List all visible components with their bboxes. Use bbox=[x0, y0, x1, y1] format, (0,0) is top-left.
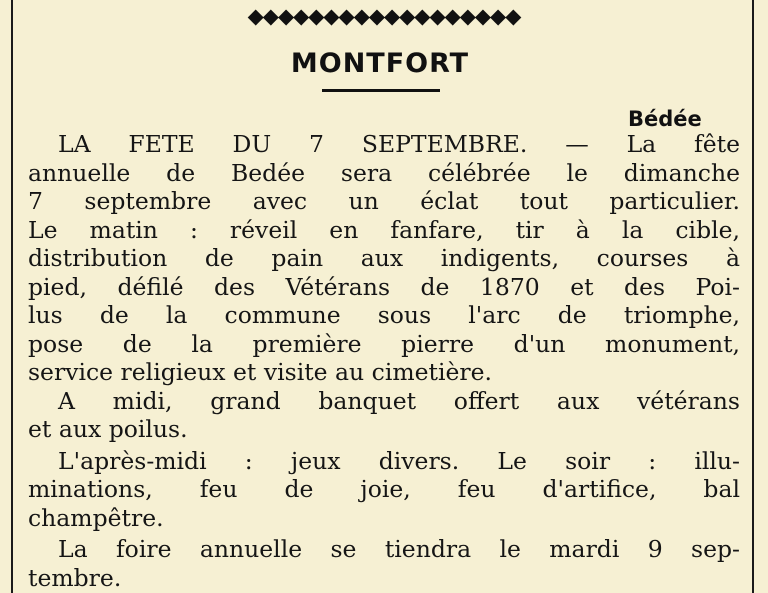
section-heading: MONTFORT bbox=[290, 48, 470, 79]
column-rule-left bbox=[11, 0, 13, 593]
column-rule-right bbox=[752, 0, 754, 593]
text-line: annuelle de Bedée sera célébrée le dimanche bbox=[28, 158, 740, 187]
heading-underline bbox=[322, 89, 440, 92]
text-line: Le matin : réveil en fanfare, tir à la cible, bbox=[28, 215, 740, 244]
text-line: minations, feu de joie, feu d'artifice, bal bbox=[28, 475, 740, 503]
text-line: L'après-midi : jeux divers. Le soir : illu- bbox=[58, 446, 740, 475]
text-line: et aux poilus. bbox=[28, 415, 188, 443]
text-line: pose de la première pierre d'un monument, bbox=[28, 329, 740, 358]
town-subheading: Bédée bbox=[628, 107, 702, 131]
text-line: La foire annuelle se tiendra le mardi 9 sep- bbox=[58, 535, 740, 563]
text-line: service religieux et visite au cimetière. bbox=[28, 358, 492, 386]
text-line: distribution de pain aux indigents, courses à bbox=[28, 244, 740, 272]
text-line: pied, défilé des Vétérans de 1870 et des Poi- bbox=[28, 272, 740, 301]
diamond-ornament-row: ◆◆◆◆◆◆◆◆◆◆◆◆◆◆◆◆◆◆ bbox=[247, 4, 521, 28]
text-line: lus de la commune sous l'arc de triomphe, bbox=[28, 301, 740, 329]
article-body bbox=[28, 130, 740, 592]
text-line: A midi, grand banquet offert aux vétérans bbox=[58, 386, 740, 415]
text-line: LA FETE DU 7 SEPTEMBRE. — La fête bbox=[58, 130, 740, 158]
text-line: 7 septembre avec un éclat tout particulier. bbox=[28, 187, 740, 215]
text-line: tembre. bbox=[28, 563, 122, 592]
text-line: champêtre. bbox=[28, 503, 164, 532]
